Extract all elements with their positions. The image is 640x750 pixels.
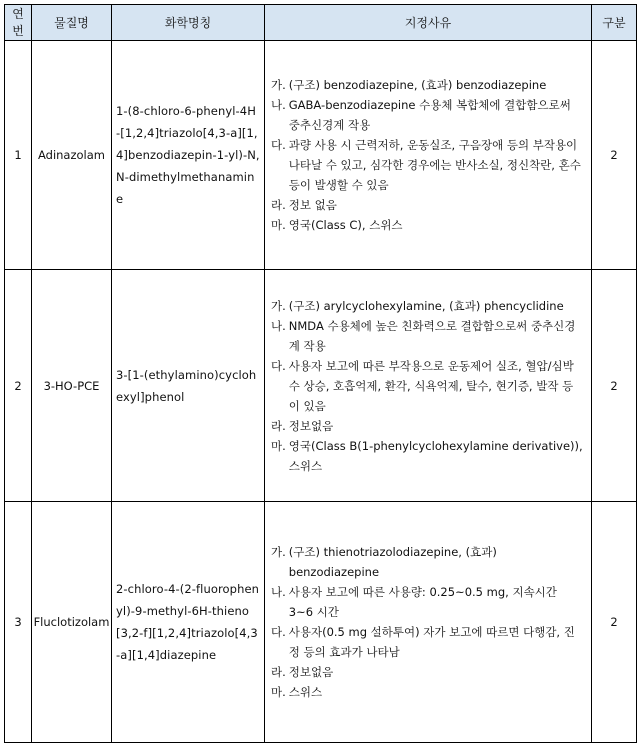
header-designation-reason: 지정사유 <box>265 5 592 41</box>
reason-item: 라. 정보없음 <box>271 418 334 433</box>
chemical-name: 3-[1-(ethylamino)cyclohexyl]phenol <box>112 270 265 502</box>
designation-reasons <box>265 502 592 743</box>
table-row <box>5 270 637 502</box>
chemical-name: 1-(8-chloro-6-phenyl-4H-[1,2,4]triazolo[4,3-a][1,4]benzodiazepin-1-yl)-N,N-dimethylmethanamine <box>112 41 265 270</box>
reason-item: 가. (구조) arylcyclohexylamine, (효과) phencyclidine <box>271 298 564 313</box>
substance-name: Adinazolam <box>32 41 112 270</box>
reason-item: 나. 사용자 보고에 따른 사용량: 0.25~0.5 mg, 지속시간 3~6 시간 <box>271 585 557 619</box>
header-category: 구분 <box>592 5 637 41</box>
table-row <box>5 41 637 270</box>
reason-item: 가. (구조) benzodiazepine, (효과) benzodiazepine <box>271 78 547 92</box>
category-value: 2 <box>592 270 637 502</box>
reason-item: 라. 정보 없음 <box>271 198 337 212</box>
header-chemical-name: 화학명칭 <box>112 5 265 41</box>
category-value: 2 <box>592 502 637 743</box>
designation-reasons <box>265 270 592 502</box>
substance-table <box>4 4 637 743</box>
designation-reasons <box>265 41 592 270</box>
reason-item: 나. NMDA 수용체에 높은 친화력으로 결합함으로써 중추신경계 작용 <box>271 318 576 353</box>
header-serial-number: 연 번 <box>5 5 32 41</box>
reason-item: 마. 영국(Class B(1-phenylcyclohexylamine derivative)), 스위스 <box>271 438 583 473</box>
table-header-row <box>5 5 637 41</box>
reason-item: 라. 정보없음 <box>271 665 334 679</box>
substance-table-wrapper <box>4 4 637 743</box>
reason-item: 나. GABA-benzodiazepine 수용체 복합체에 결합함으로써 중추신경계 작용 <box>271 98 571 132</box>
reason-item: 다. 과량 사용 시 근력저하, 운동실조, 구음장애 등의 부작용이 나타날 수 있고, 심각한 경우에는 반사소실, 정신착란, 혼수 등이 발생할 수 있음 <box>271 138 581 192</box>
reason-item: 마. 영국(Class C), 스위스 <box>271 218 403 232</box>
substance-name: 3-HO-PCE <box>32 270 112 502</box>
header-substance-name: 물질명 <box>32 5 112 41</box>
chemical-name: 2-chloro-4-(2-fluorophenyl)-9-methyl-6H-thieno[3,2-f][1,2,4]triazolo[4,3-a][1,4]diazepine <box>112 502 265 743</box>
row-number: 1 <box>5 41 32 270</box>
category-value: 2 <box>592 41 637 270</box>
table-row <box>5 502 637 743</box>
reason-item: 마. 스위스 <box>271 685 323 699</box>
reason-item: 가. (구조) thienotriazolodiazepine, (효과) benzodiazepine <box>271 545 497 579</box>
reason-item: 다. 사용자 보고에 따른 부작용으로 운동제어 실조, 혈압/심박수 상승, 호흡억제, 환각, 식욕억제, 탈수, 현기증, 발작 등이 있음 <box>271 358 574 413</box>
row-number: 2 <box>5 270 32 502</box>
substance-name: Fluclotizolam <box>32 502 112 743</box>
row-number: 3 <box>5 502 32 743</box>
reason-item: 다. 사용자(0.5 mg 설하투여) 자가 보고에 따르면 다행감, 진정 등의 효과가 나타남 <box>271 625 575 659</box>
